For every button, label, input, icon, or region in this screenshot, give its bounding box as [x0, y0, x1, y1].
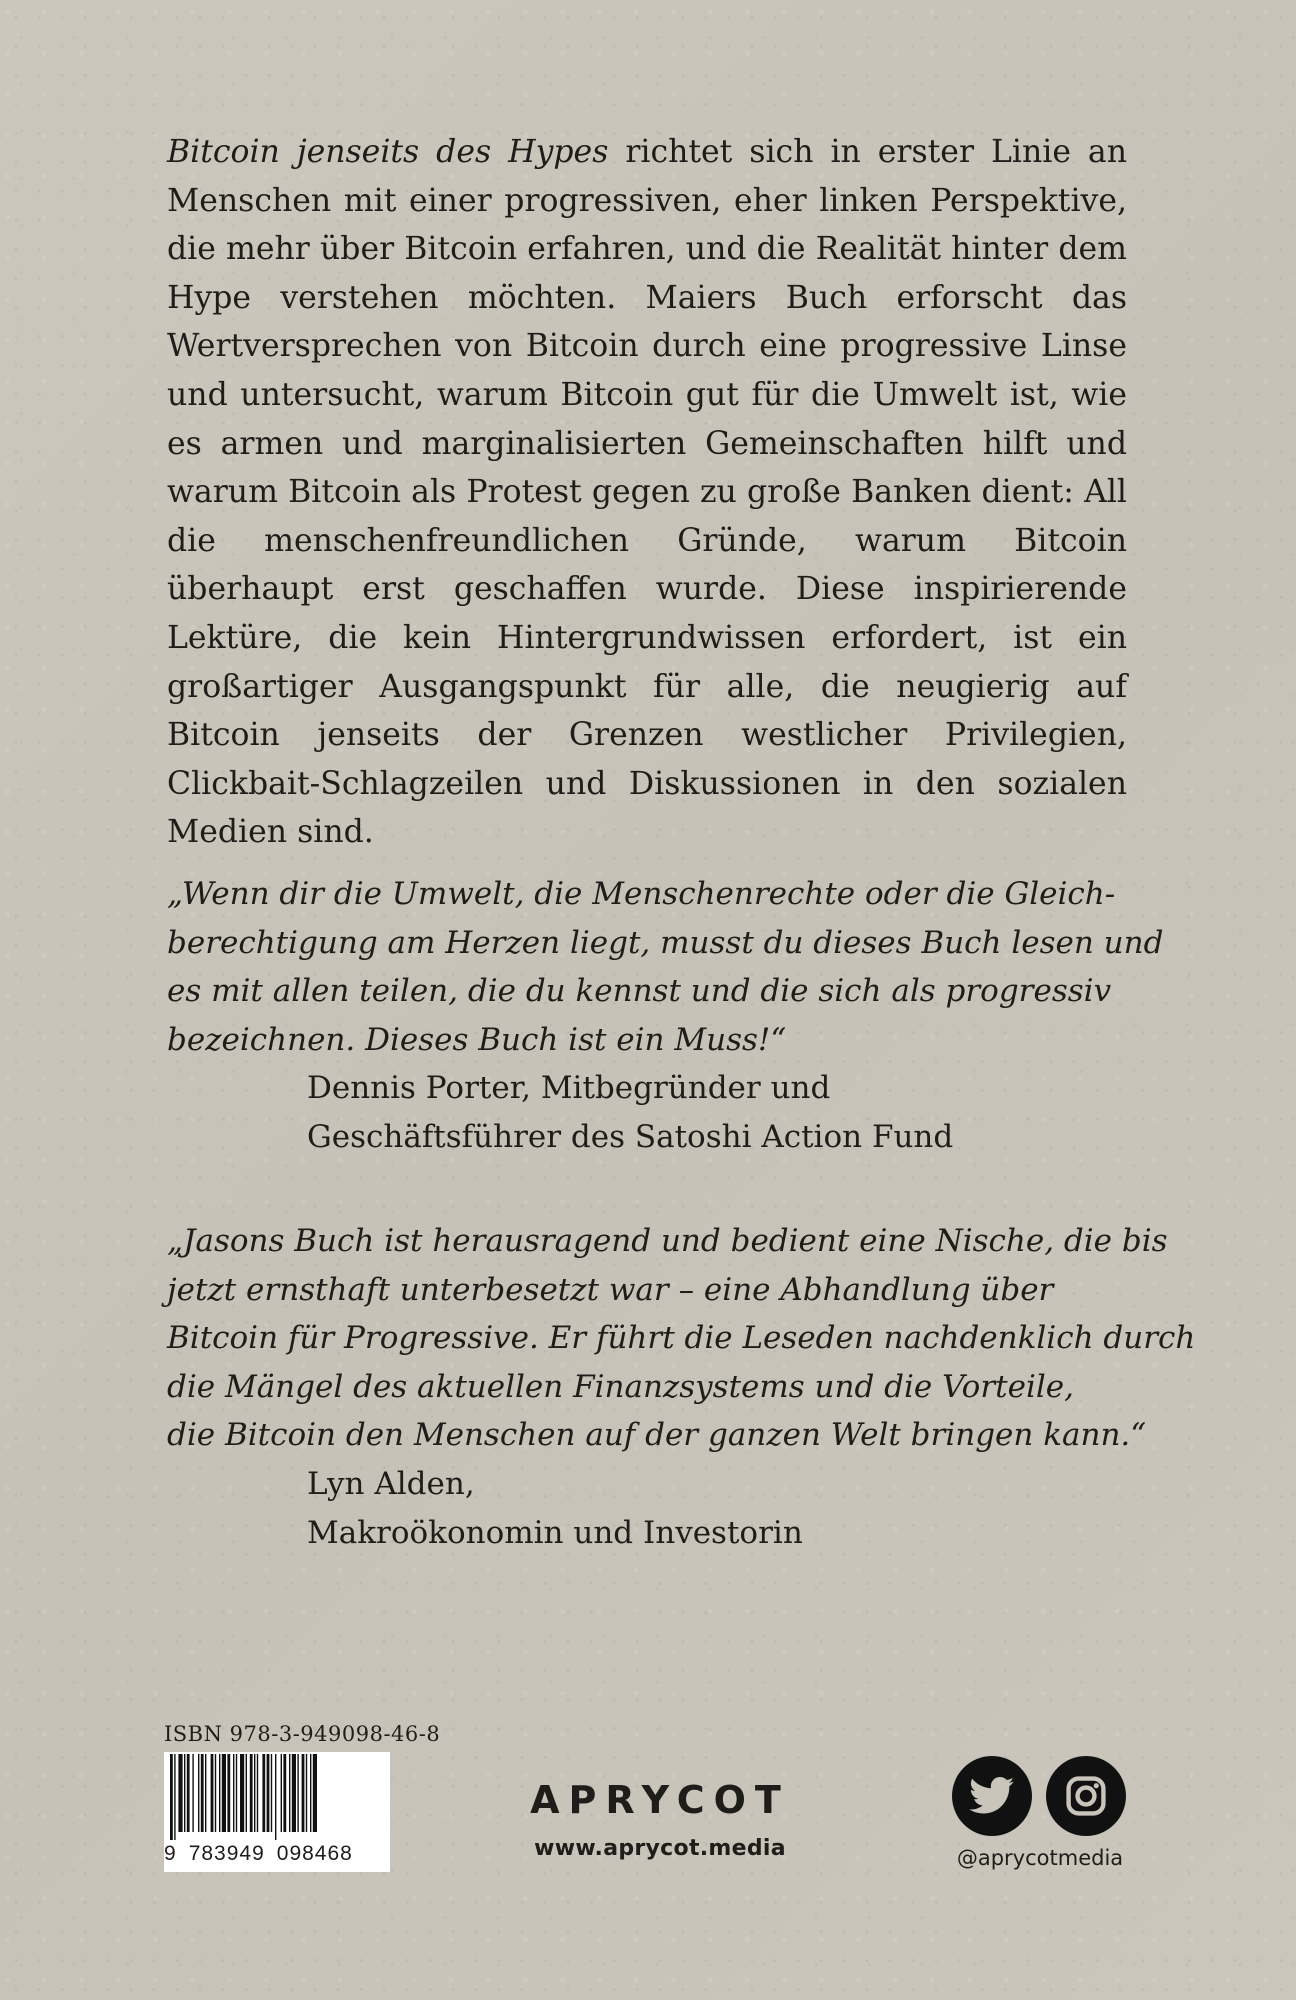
barcode-bar: [170, 1754, 173, 1840]
quote-line: „Jasons Buch ist herausragend und bedient eine Nische, die bis: [167, 1223, 1168, 1259]
barcode-bar: [283, 1754, 286, 1832]
quote-author: Lyn Alden,: [307, 1465, 475, 1502]
publisher-logo: APRYCOT: [530, 1778, 790, 1822]
barcode-bar: [250, 1754, 253, 1832]
quote-line: es mit allen teilen, die du kennst und die sich als progressiv: [167, 973, 1112, 1010]
barcode-bar: [297, 1754, 298, 1832]
social-links: [952, 1756, 1132, 1870]
quote-line: jetzt ernsthaft unterbesetzt war – eine Abhandlung über: [167, 1271, 1054, 1308]
barcode-bar: [302, 1754, 305, 1832]
book-description: [167, 128, 1127, 857]
publisher-url[interactable]: www.aprycot.media: [534, 1836, 786, 1861]
barcode-bar: [178, 1754, 182, 1832]
quote-line: „Wenn dir die Umwelt, die Menschenrechte oder die Gleich-: [167, 876, 1116, 912]
barcode-bar: [219, 1754, 220, 1832]
quote-line: die Bitcoin den Menschen auf der ganzen Welt bringen kann.“: [167, 1417, 1147, 1454]
quote-porter: [167, 870, 1164, 1162]
quote-text: [167, 1217, 1196, 1460]
barcode-bar: [292, 1754, 296, 1832]
barcode-bar: [275, 1754, 276, 1840]
publisher-brand: [520, 1778, 800, 1861]
quote-alden: [167, 1217, 1196, 1557]
barcode-bar: [310, 1754, 311, 1832]
barcode-bar: [192, 1754, 193, 1832]
book-title: Bitcoin jenseits des Hypes: [167, 134, 609, 170]
quote-author: Dennis Porter, Mitbegründer und: [307, 1070, 831, 1107]
barcode-bar: [246, 1754, 247, 1832]
barcode-bar: [236, 1754, 237, 1832]
barcode-bar: [215, 1754, 216, 1832]
twitter-bird-icon[interactable]: [952, 1756, 1032, 1836]
quote-text: [167, 870, 1164, 1064]
quote-line: berechtigung am Herzen liegt, musst du dieses Buch lesen und: [167, 924, 1164, 961]
description-body: richtet sich in erster Linie an Menschen mit einer progressiven, eher linken Perspektive, die mehr über Bitcoin erfahren, und die Realität hinter dem Hype verstehen möchten. Maiers Buch erforscht das Wertversprechen von Bitcoin durch eine progressive Linse und untersucht, warum Bitcoin gut für die Umwelt ist, wie es armen und marginalisierten Gemeinschaften hilft und warum Bitcoin als Protest gegen zu große Banken dient: All die menschenfreundlichen Gründe, warum Bitcoin überhaupt erst geschaffen wurde. Diese inspirierende Lektüre, die kein Hintergrundwissen erfordert, ist ein großartiger Ausgangspunkt für alle, die neugierig auf Bitcoin jenseits der Grenzen westlicher Privilegien, Clickbait-Schlagzeilen und Diskussionen in den sozialen Medien sind.: [167, 134, 1127, 851]
social-handle[interactable]: @aprycotmedia: [956, 1846, 1124, 1870]
quote-line: Bitcoin für Progressive. Er führt die Leseden nachdenklich durch: [167, 1320, 1196, 1357]
barcode-bar: [198, 1754, 199, 1832]
barcode-digits-right: 098468: [276, 1842, 353, 1865]
barcode-bars: [164, 1752, 390, 1840]
barcode-bar: [257, 1754, 258, 1832]
quote-line: die Mängel des aktuellen Finanzsystems und die Vorteile,: [167, 1368, 1074, 1405]
barcode-bar: [289, 1754, 290, 1832]
quote-line: bezeichnen. Dieses Buch ist ein Muss!“: [167, 1021, 787, 1058]
barcode-bar: [205, 1754, 206, 1832]
barcode-bar: [262, 1754, 265, 1832]
barcode-digit-first: 9: [164, 1842, 177, 1865]
barcode-bar: [184, 1754, 185, 1832]
barcode-bar: [174, 1754, 175, 1840]
barcode-bar: [227, 1754, 230, 1832]
barcode-bar: [254, 1754, 255, 1832]
barcode-bar: [233, 1754, 234, 1832]
barcode-bar: [313, 1754, 317, 1832]
quote-author-role: Makroökonomin und Investorin: [307, 1514, 803, 1551]
instagram-icon[interactable]: [1046, 1756, 1126, 1836]
barcode-bar: [271, 1754, 272, 1832]
barcode-bar: [240, 1754, 244, 1832]
barcode-bar: [306, 1754, 307, 1832]
barcode-digits: [164, 1842, 365, 1866]
barcode-bar: [187, 1754, 190, 1832]
barcode-digits-left: 783949: [188, 1842, 265, 1865]
barcode-bar: [201, 1754, 204, 1832]
description-paragraph: [167, 128, 1127, 857]
barcode-bar: [281, 1754, 282, 1832]
barcode-bar: [267, 1754, 270, 1832]
isbn-label: ISBN 978-3-949098-46-8: [164, 1722, 441, 1746]
barcode-bar: [222, 1754, 226, 1832]
quote-author-role: Geschäftsführer des Satoshi Action Fund: [307, 1118, 954, 1155]
barcode-bar: [211, 1754, 214, 1832]
